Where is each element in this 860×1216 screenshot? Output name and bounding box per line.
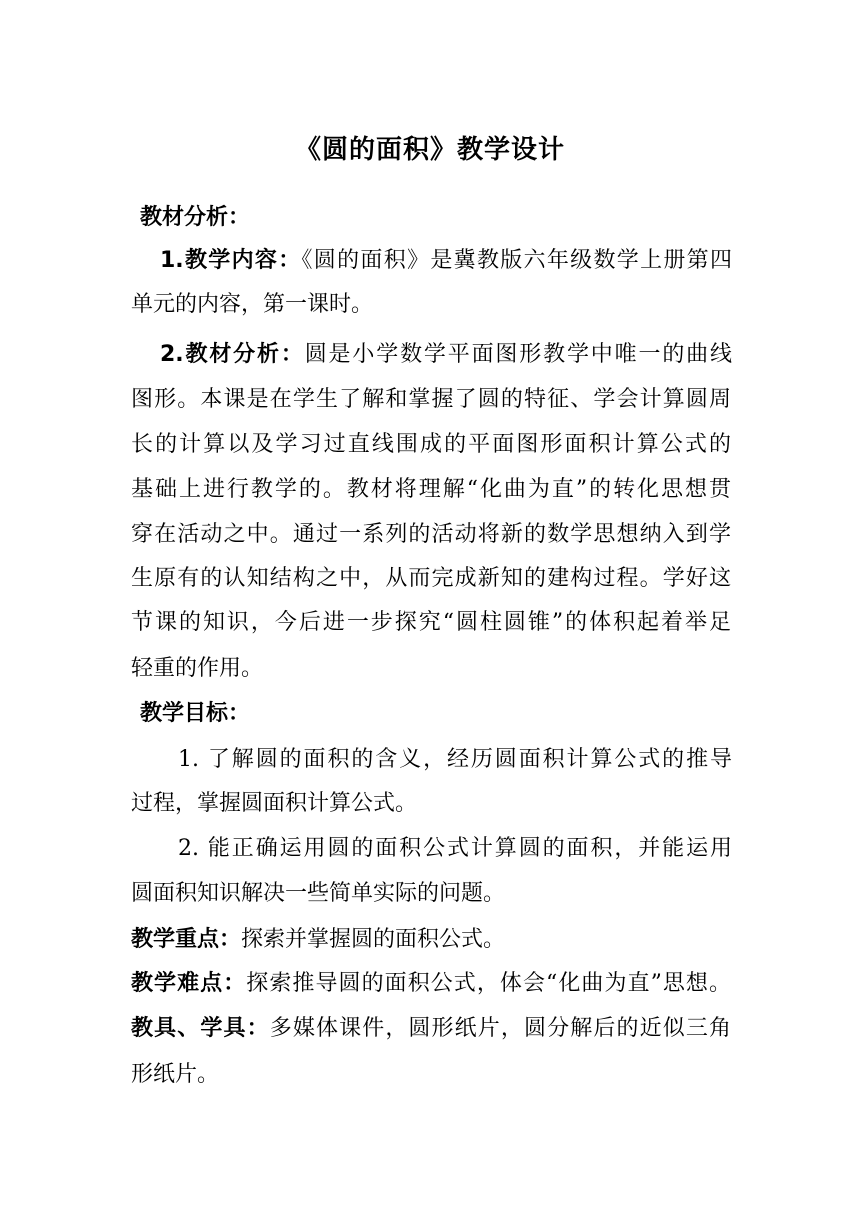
tools-line: 形纸片。	[131, 1062, 220, 1087]
analysis-paragraph-line: 生原有的认知结构之中，从而完成新知的建构过程。学好这	[131, 566, 731, 591]
key-point-line	[131, 925, 731, 955]
document-title: 《圆的面积》教学设计	[294, 135, 565, 165]
tools-line	[131, 1014, 731, 1044]
difficulty-text: 探索推导圆的面积公式，体会“化曲为直”思想。	[246, 971, 731, 996]
material-analysis-label: 2.教材分析：	[160, 342, 305, 367]
analysis-paragraph-line: 长的计算以及学习过直线围成的平面图形面积计算公式的	[131, 432, 731, 457]
analysis-paragraph-line: 轻重的作用。	[131, 656, 264, 681]
objective-item-line: 圆面积知识解决一些简单实际的问题。	[131, 881, 506, 906]
tools-label: 教具、学具：	[131, 1016, 270, 1041]
difficulty-label: 教学难点：	[131, 971, 247, 996]
analysis-paragraph-line	[160, 340, 732, 370]
objectives-heading: 教学目标：	[140, 701, 251, 726]
tools-text: 多媒体课件，圆形纸片，圆分解后的近似三角	[269, 1016, 731, 1041]
key-point-label: 教学重点：	[131, 927, 242, 952]
analysis-paragraph-line: 穿在活动之中。通过一系列的活动将新的数学思想纳入到学	[131, 522, 731, 547]
analysis-paragraph-line: 节课的知识，今后进一步探究“圆柱圆锥”的体积起着举足	[131, 610, 731, 635]
analysis-paragraph-line: 图形。本课是在学生了解和掌握了圆的特征、学会计算圆周	[131, 387, 731, 412]
analysis-paragraph-line: 基础上进行教学的。教材将理解“化曲为直”的转化思想贯	[131, 477, 731, 502]
objective-item-line: 1. 了解圆的面积的含义，经历圆面积计算公式的推导	[178, 747, 732, 772]
content-paragraph-line	[160, 246, 732, 276]
teaching-content-label: 1.教学内容：	[160, 248, 302, 273]
content-paragraph-line: 单元的内容，第一课时。	[131, 292, 374, 317]
objective-item-line: 2. 能正确运用圆的面积公式计算圆的面积，并能运用	[178, 836, 732, 861]
material-analysis-text: 圆是小学数学平面图形教学中唯一的曲线	[304, 342, 732, 367]
material-analysis-heading: 教材分析：	[140, 205, 251, 230]
difficulty-line	[131, 969, 731, 999]
objective-item-line: 过程，掌握圆面积计算公式。	[131, 791, 418, 816]
key-point-text: 探索并掌握圆的面积公式。	[241, 927, 506, 952]
teaching-content-text: 《圆的面积》是冀教版六年级数学上册第四	[301, 248, 732, 273]
